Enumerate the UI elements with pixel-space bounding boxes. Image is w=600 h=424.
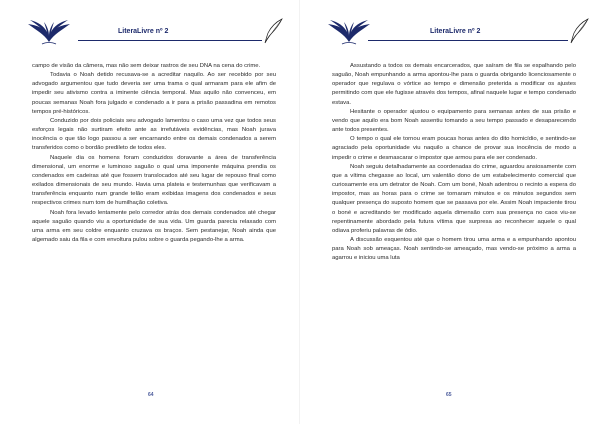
body-text	[332, 62, 576, 263]
paragraph: Conduzido por dois policiais seu advogado lamentou o caso uma vez que todos seus esforços legais não surtiram efeito ante as irrefutáveis evidências, mas Noah jurava inocência o que tão logo passou a ser encarnando entre os demais condenados a serem transferidos como o bordão predileto de todos eles.	[32, 117, 276, 152]
paragraph: campo de visão da câmera, mas não sem deixar rastros de seu DNA na cena do crime.	[32, 63, 261, 69]
page-number: 64	[148, 392, 154, 398]
body-text	[32, 62, 276, 245]
winged-emblem-icon	[26, 20, 72, 46]
right-page	[300, 0, 600, 424]
winged-emblem-icon	[326, 20, 372, 46]
paragraph: Naquele dia os homens foram conduzidos doravante a área de transferência dimensional, um enorme e luminoso saguão o qual uma imponente máquina prendia os condenados em cadeiras até que fossem translocados até seu lugar de repouso final como exilados dimensionais de seu mundo. Havia uma plateia e testemunhas que verificavam a transferência enquanto num grande telão eram exibidas imagens dos condenados e seus respectivos crimes num tom de humilhação coletiva.	[32, 154, 276, 207]
paragraph: Noah fora levado lentamente pelo corredor atrás dos demais condenados até chegar aquele saguão quando viu a oportunidade de sua vida. Um guarda parecia relaxado com uma arma em seu coldre enquanto cruzava os braços. Sem pestanejar, Noah ainda que algemado saiu da fila e com envoltura pulou sobre o guarda pegando-lhe a arma.	[32, 209, 276, 243]
paragraph: Noah seguiu detalhadamente as coordenadas do crime, aguardou ansiosamente com que a vítima chegasse ao local, um valentão dono de um estabelecimento comercial que curiosamente era um detrator de Noah. Com um boné, Noah adentrou o recinto a espera do impostor, mas as horas para o crime se tornaram minutos e os minutos segundos sem qualquer presença do suposto homem que se passava por ele. Assim Noah impaciente tirou o boné e acreditando ter modificado aquela dimensão com sua presença no caos viu-se repentinamente abordado pela futura vítima que surpresa ao reconhecer aquele o qual odiava proferiu palavras de ódio.	[332, 163, 576, 234]
header-rule	[368, 40, 568, 41]
paragraph: A discussão esquentou até que o homem tirou uma arma e a empunhando apontou para Noah sob ameaças. Noah sentindo-se ameaçado, mas vendo-se próximo a arma a agarrou e iniciou uma luta	[332, 236, 576, 262]
paragraph: Todavia o Noah detido recusava-se a acreditar naquilo. Ao ser recebido por seu advogado argumentou que tudo deveria ser uma trama o qual armaram para ele afim de impedir seu ativismo contra a iminente ciência temporal. Mas aquilo não convenceu, em poucas semanas Noah fora julgado e condenado a ir para a prisão passadina em remotos tempos pré-históricos.	[32, 72, 276, 115]
header-title: LiteraLivre nº 2	[430, 28, 481, 35]
quill-pen-icon	[568, 18, 590, 44]
paragraph: O tempo o qual ele tornou eram poucas horas antes do dito homicídio, e sentindo-se agraciado pela oportunidade viu naquilo a chance de provar sua inocência de modo a impedir o crime e desmascarar o impostor que armou para ele ser condenado.	[332, 136, 576, 161]
page-number: 65	[446, 392, 452, 398]
quill-pen-icon	[262, 18, 284, 44]
header-title: LiteraLivre nº 2	[118, 28, 169, 35]
paragraph: Hesitante o operador ajustou o equipamento para semanas antes de sua prisão e vendo que aquilo era bom Noah assentiu tomando a seu tempo passado e desaparecendo ante todos presentes.	[332, 108, 576, 134]
header-rule	[78, 40, 262, 41]
paragraph: Assustando a todos os demais encarcerados, que saíram de fila se espalhando pelo saguão, Noah empunhando a arma apontou-lhe para o guarda obrigando licenciosamente o operador que regulava o vórtice ao tempo e dimensão preterida a modificar os ajustes permitindo com que ele fugisse através dos tempos, afinal naquele lugar e tempo condenado estava.	[332, 63, 576, 106]
